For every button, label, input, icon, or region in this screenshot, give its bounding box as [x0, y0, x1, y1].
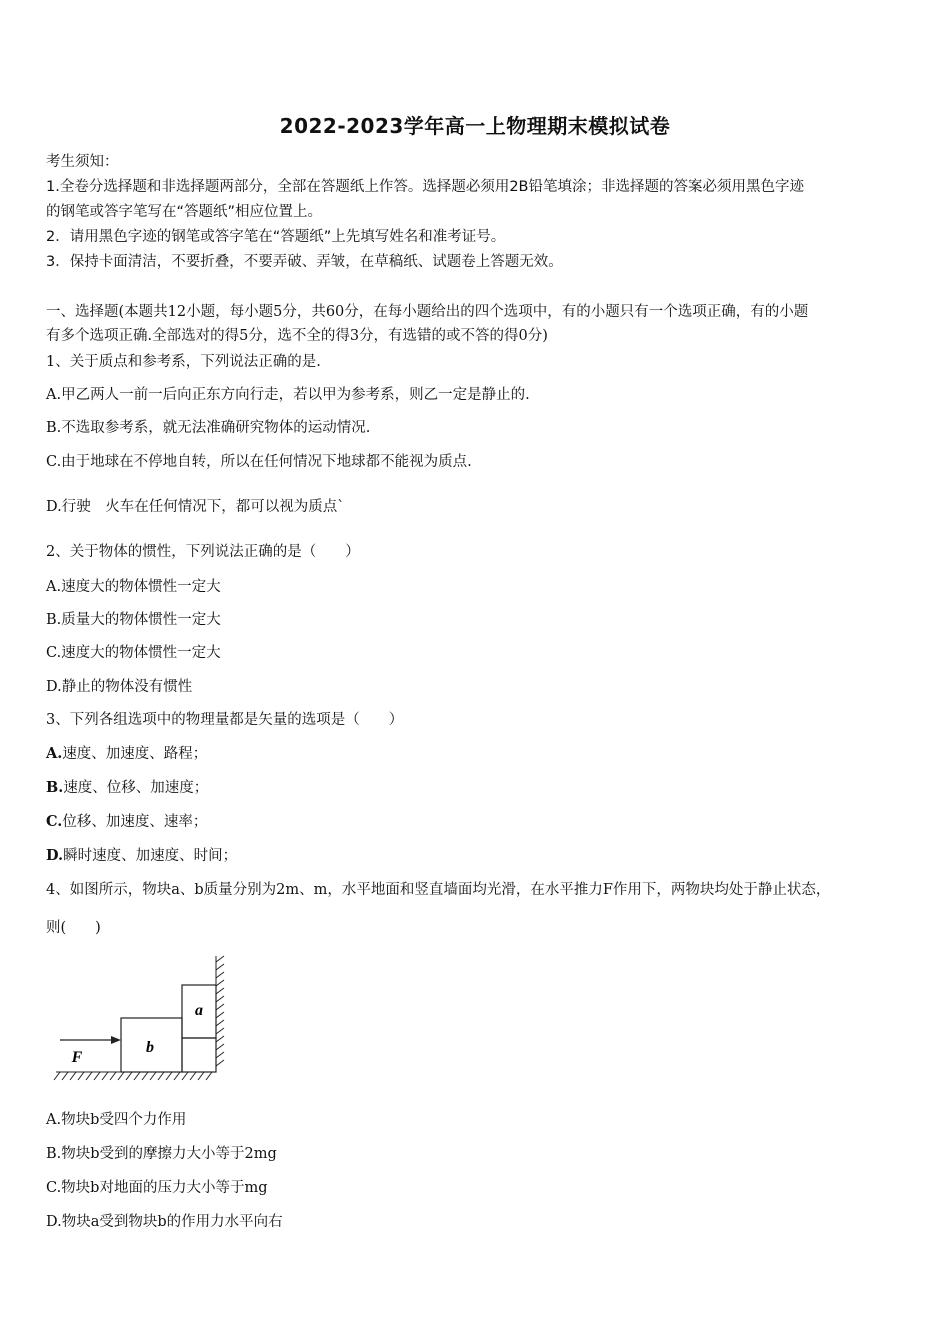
option-text: 速度、加速度、路程；: [62, 746, 208, 762]
question-4-option-c: C.物块b对地面的压力大小等于mg: [46, 1180, 268, 1196]
question-2-option-d: D.静止的物体没有惯性: [46, 679, 193, 695]
question-2-option-b: B.质量大的物体惯性一定大: [46, 612, 221, 628]
force-arrow-head: [111, 1036, 121, 1044]
notice-item-3: 3．保持卡面清洁，不要折叠，不要弄破、弄皱，在草稿纸、试题卷上答题无效。: [46, 254, 563, 270]
question-2-option-a: A.速度大的物体惯性一定大: [46, 579, 221, 595]
label-b: b: [146, 1039, 154, 1056]
option-letter: B.: [46, 779, 64, 796]
question-3-option-d: [46, 846, 916, 866]
question-4-option-b: B.物块b受到的摩擦力大小等于2mg: [46, 1146, 277, 1162]
option-text: 位移、加速度、速率；: [62, 814, 208, 830]
question-4-option-d: D.物块a受到物块b的作用力水平向右: [46, 1214, 283, 1230]
option-letter: D.: [46, 847, 64, 864]
section-instructions-line-2: 有多个选项正确.全部选对的得5分，选不全的得3分，有选错的或不答的得0分): [46, 328, 548, 344]
block-b-lower-right: [182, 1038, 216, 1072]
question-1-option-a: A.甲乙两人一前一后向正东方向行走，若以甲为参考系，则乙一定是静止的.: [46, 387, 530, 403]
question-4-figure: [50, 952, 230, 1084]
question-3-stem: 3、下列各组选项中的物理量都是矢量的选项是（ ）: [46, 712, 404, 728]
question-1-stem: 1、关于质点和参考系，下列说法正确的是.: [46, 354, 321, 370]
section-instructions-line-1: 一、选择题(本题共12小题，每小题5分，共60分，在每小题给出的四个选项中，有的小题只有一个选项正确，有的小题: [46, 304, 809, 320]
question-4-stem-line-1: 4、如图所示，物块a、b质量分别为2m、m，水平地面和竖直墙面均光滑，在水平推力F作用下，两物块均处于静止状态，: [46, 882, 831, 898]
question-2-option-c: C.速度大的物体惯性一定大: [46, 645, 221, 661]
question-1-option-b: B.不选取参考系，就无法准确研究物体的运动情况.: [46, 420, 371, 436]
question-1-option-c: C.由于地球在不停地自转，所以在任何情况下地球都不能视为质点.: [46, 454, 472, 470]
question-2-stem: 2、关于物体的惯性，下列说法正确的是（ ）: [46, 544, 360, 560]
option-letter: C.: [46, 813, 63, 830]
question-3-option-a: [46, 744, 916, 764]
notice-item-1-line-1: 1.全卷分选择题和非选择题两部分，全部在答题纸上作答。选择题必须用2B铅笔填涂；非选择题的答案必须用黑色字迹: [46, 179, 805, 195]
question-3-option-b: [46, 778, 916, 798]
question-4-stem-line-2: 则( ): [46, 920, 101, 936]
question-1-option-d: D.行驶 火车在任何情况下，都可以视为质点`: [46, 499, 345, 515]
question-4-option-a: A.物块b受四个力作用: [46, 1112, 187, 1128]
wall-hatching: [216, 956, 224, 1072]
question-3-option-c: [46, 812, 916, 832]
ground-hatching: [54, 1072, 216, 1080]
page-title: 2022-2023学年高一上物理期末模拟试卷: [279, 114, 671, 138]
option-letter: A.: [46, 745, 63, 762]
label-f: F: [71, 1049, 83, 1066]
option-text: 瞬时速度、加速度、时间；: [63, 848, 238, 864]
notice-item-1-line-2: 的钢笔或答字笔写在“答题纸”相应位置上。: [46, 204, 323, 220]
notice-heading: 考生须知：: [46, 154, 119, 170]
label-a: a: [195, 1002, 203, 1019]
option-text: 速度、位移、加速度；: [63, 780, 209, 796]
notice-item-2: 2．请用黑色字迹的钢笔或答字笔在“答题纸”上先填写姓名和准考证号。: [46, 229, 506, 245]
